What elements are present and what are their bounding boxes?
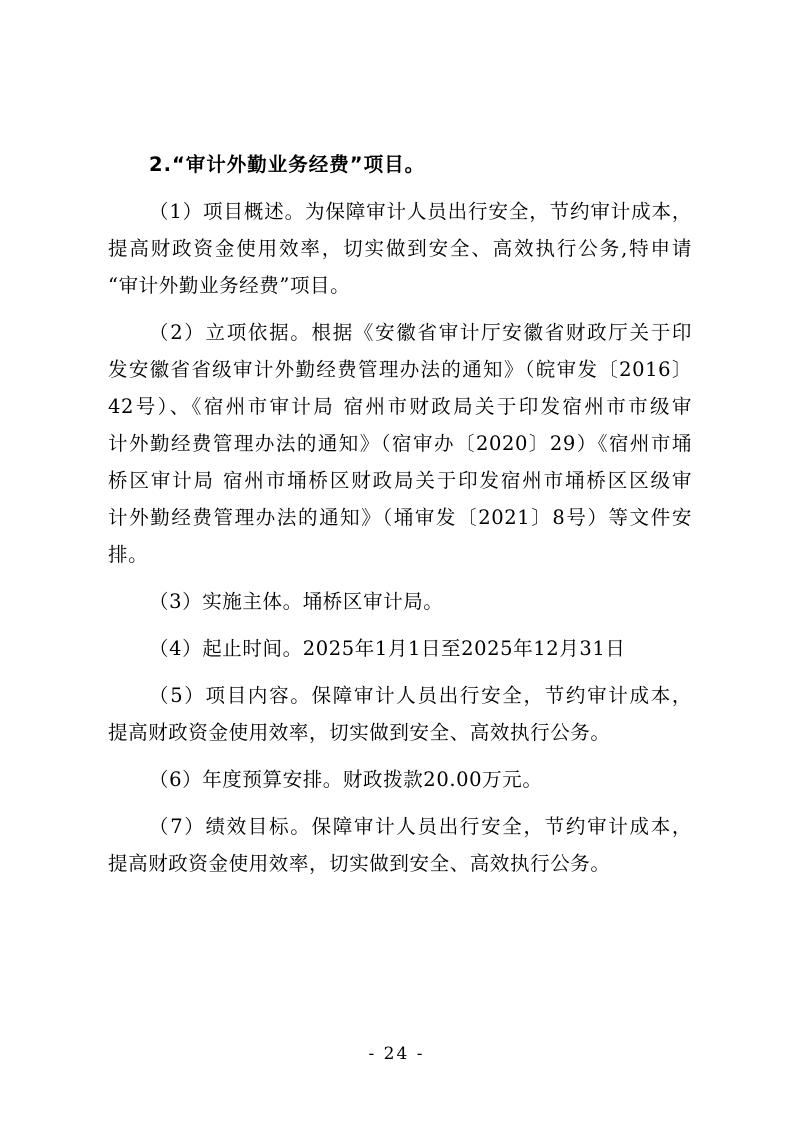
- paragraph-annual-budget: [108, 761, 692, 798]
- paragraph-project-overview: [108, 193, 692, 304]
- page-number: - 24 -: [368, 1044, 425, 1064]
- paragraph-line: （5）项目内容。保障审计人员出行安全，节约审计成本，: [149, 684, 692, 707]
- paragraph-line: “审计外勤业务经费”项目。: [108, 274, 351, 297]
- paragraph-line: 42号）、《宿州市审计局 宿州市财政局关于印发宿州市市级审: [108, 395, 692, 418]
- paragraph-line: （2）立项依据。根据《安徽省审计厅安徽省财政厅关于印: [149, 321, 692, 344]
- paragraph-performance-goals: [108, 808, 692, 882]
- paragraph-legal-basis: [108, 314, 692, 573]
- paragraph-line: 提高财政资金使用效率，切实做到安全、高效执行公务。: [108, 852, 611, 875]
- paragraph-line: （3）实施主体。埇桥区审计局。: [149, 590, 444, 613]
- paragraph-line: 提高财政资金使用效率，切实做到安全、高效执行公务。: [108, 721, 611, 744]
- paragraph-implementing-body: [108, 583, 692, 620]
- paragraph-project-content: [108, 677, 692, 751]
- paragraph-line: 发安徽省省级审计外勤经费管理办法的通知》（皖审发〔2016〕: [108, 358, 692, 381]
- paragraph-line: （1）项目概述。为保障审计人员出行安全，节约审计成本，: [149, 200, 692, 223]
- document-body: [108, 146, 692, 882]
- paragraph-line: 桥区审计局 宿州市埇桥区财政局关于印发宿州市埇桥区区级审: [108, 469, 692, 492]
- paragraph-line: 计外勤经费管理办法的通知》（埇审发〔2021〕8号）等文件安: [108, 506, 692, 529]
- paragraph-line: 计外勤经费管理办法的通知》（宿审办〔2020〕29）《宿州市埇: [108, 432, 692, 455]
- paragraph-line: 提高财政资金使用效率，切实做到安全、高效执行公务,特申请: [108, 237, 692, 260]
- paragraph-line: 排。: [108, 543, 149, 566]
- paragraph-line: （6）年度预算安排。财政拨款20.00万元。: [149, 768, 543, 791]
- paragraph-line: （4）起止时间。2025年1月1日至2025年12月31日: [149, 637, 626, 660]
- paragraph-time-period: [108, 630, 692, 667]
- section-heading: 2.“审计外勤业务经费”项目。: [149, 153, 426, 176]
- paragraph-line: （7）绩效目标。保障审计人员出行安全，节约审计成本，: [149, 815, 692, 838]
